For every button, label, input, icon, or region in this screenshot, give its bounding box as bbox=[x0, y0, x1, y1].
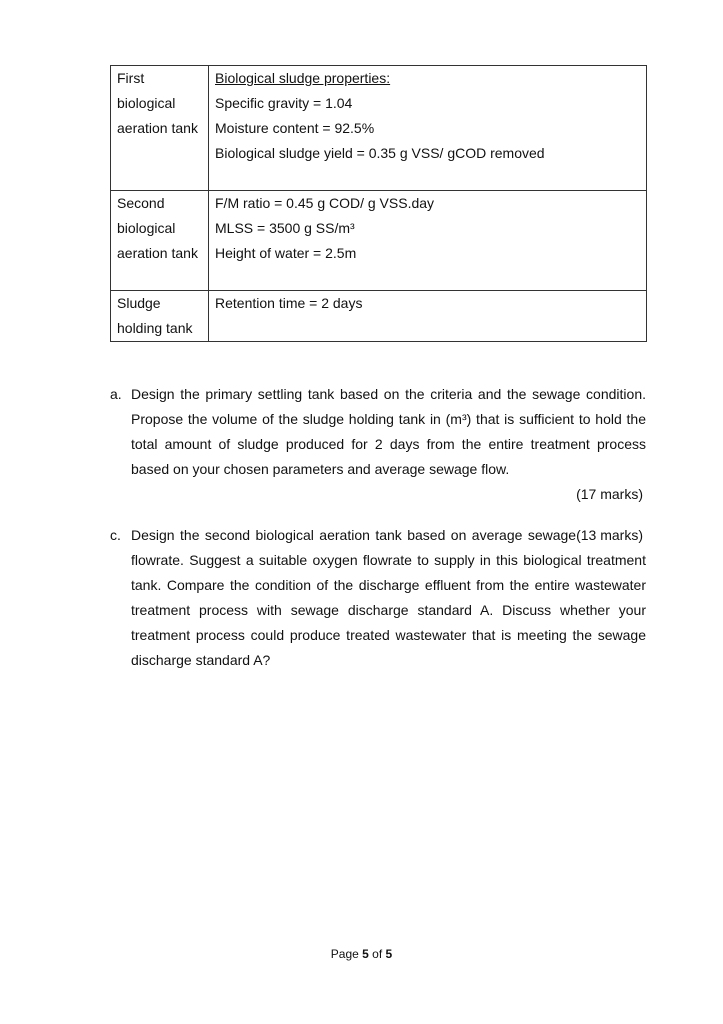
question-text: Design the primary settling tank based on the criteria and the sewage condition. Propose the volume of the sludge holding tank in (m³) that is sufficient to hold the total amount of sludge produced for 2 days from the entire treatment process based on your chosen parameters and average sewage flow. bbox=[131, 386, 646, 477]
parameter-line: Height of water = 2.5m bbox=[215, 245, 357, 261]
question-letter: a. bbox=[110, 386, 122, 402]
page-number: 5 bbox=[362, 947, 369, 961]
unit-cell bbox=[111, 66, 209, 191]
table-row-sludge-holding-tank bbox=[111, 291, 647, 342]
parameter-line: Moisture content = 92.5% bbox=[215, 120, 375, 136]
unit-label-line: aeration tank bbox=[117, 120, 198, 136]
table-row-second-aeration-tank bbox=[111, 191, 647, 291]
unit-label-line: aeration tank bbox=[117, 245, 198, 261]
total-pages: 5 bbox=[385, 947, 393, 961]
design-criteria-table bbox=[110, 65, 647, 342]
parameter-line: Retention time = 2 days bbox=[215, 295, 363, 311]
of-word: of bbox=[372, 947, 383, 961]
page-word: Page bbox=[330, 947, 359, 961]
unit-cell bbox=[111, 291, 209, 342]
parameter-line: MLSS = 3500 g SS/m³ bbox=[215, 220, 355, 236]
unit-label-line: biological bbox=[117, 220, 176, 236]
unit-label-line: Sludge bbox=[117, 295, 161, 311]
question-marks: (13 marks) bbox=[576, 527, 643, 543]
unit-label-line: holding tank bbox=[117, 320, 193, 336]
unit-label-line: biological bbox=[117, 95, 176, 111]
unit-label-line: Second bbox=[117, 195, 165, 211]
parameter-line: Biological sludge yield = 0.35 g VSS/ gCOD removed bbox=[215, 145, 545, 161]
parameter-line: F/M ratio = 0.45 g COD/ g VSS.day bbox=[215, 195, 435, 211]
question-a bbox=[110, 382, 646, 507]
parameters-cell bbox=[209, 291, 647, 342]
question-letter: c. bbox=[110, 527, 121, 543]
table-row-first-aeration-tank bbox=[111, 66, 647, 191]
parameters-cell bbox=[209, 66, 647, 191]
parameters-cell bbox=[209, 191, 647, 291]
unit-cell bbox=[111, 191, 209, 291]
parameter-line: Specific gravity = 1.04 bbox=[215, 95, 353, 111]
unit-label-line: First bbox=[117, 70, 145, 86]
question-text-with-marks bbox=[131, 523, 646, 673]
question-text: Design the second biological aeration tank based on average sewage flowrate. Suggest a suitable oxygen flowrate to supply in this biological treatment tank. Compare the condition of the discharge effluent from the entire wastewater treatment process with sewage discharge standard A. Discuss whether your treatment process could produce treated wastewater that is meeting the sewage discharge standard A? bbox=[131, 527, 646, 668]
question-marks: (17 marks) bbox=[576, 486, 643, 502]
sludge-properties-heading: Biological sludge properties: bbox=[215, 70, 391, 86]
question-c bbox=[110, 523, 646, 673]
page-footer bbox=[0, 947, 723, 961]
